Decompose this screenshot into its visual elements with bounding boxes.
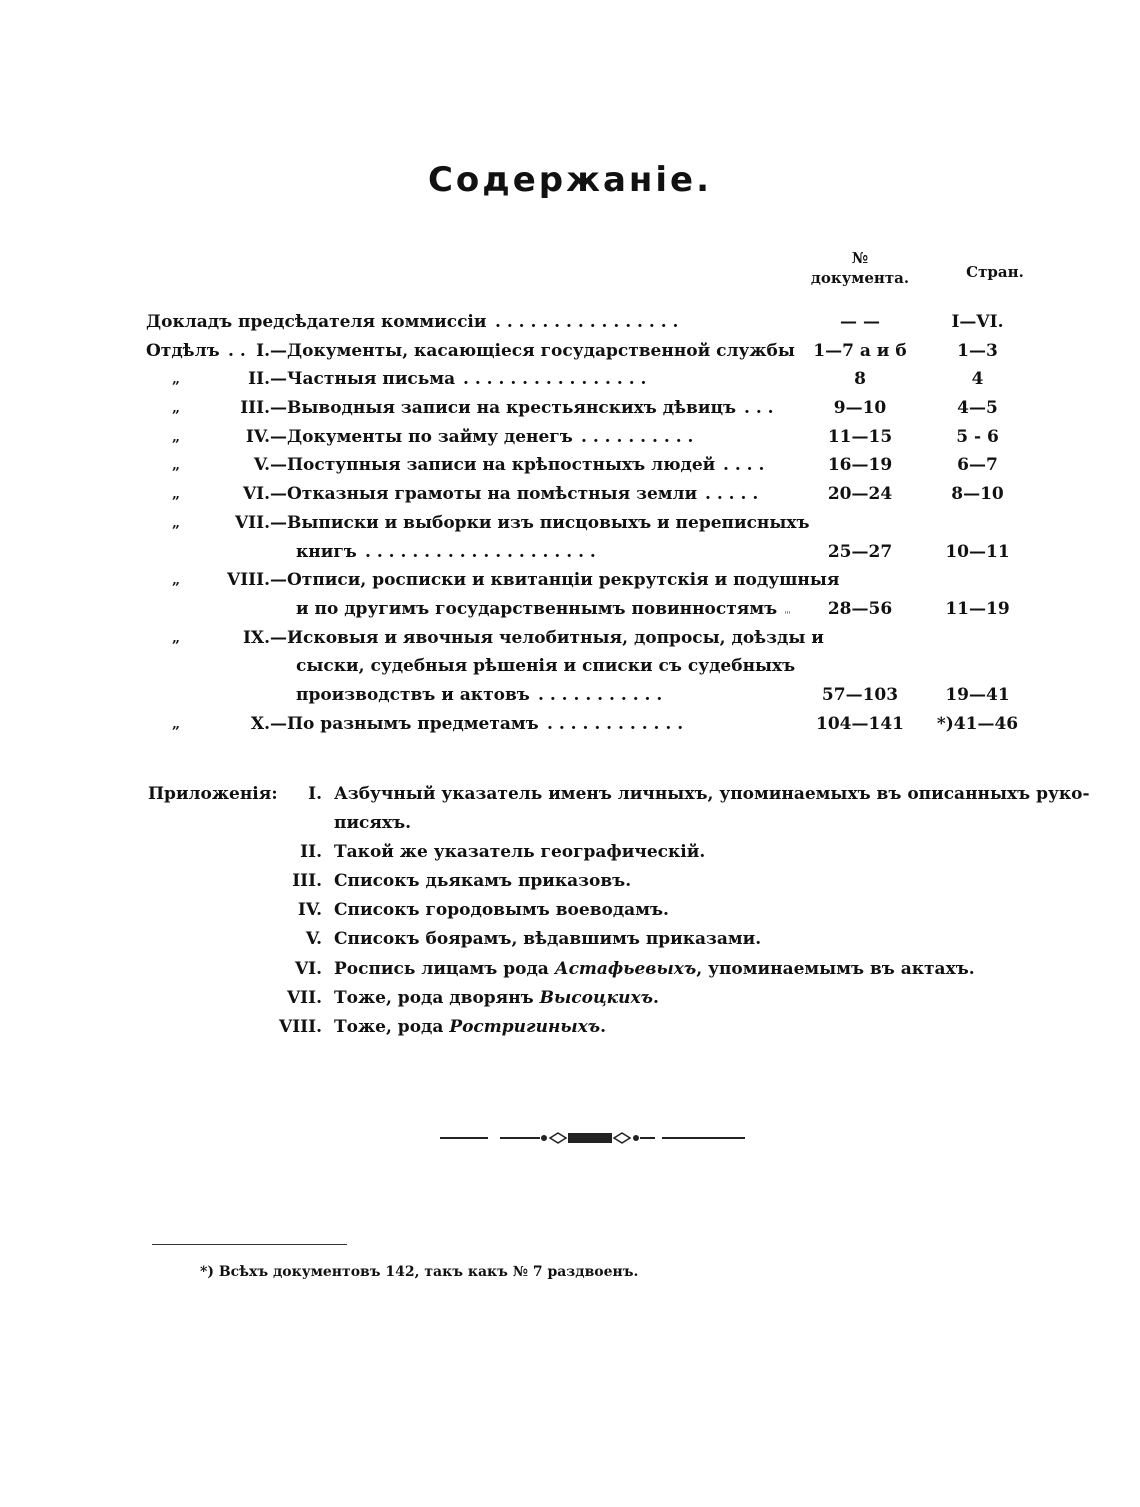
- doc-range: 1—7 а и б: [813, 340, 907, 361]
- appendix-item: [0, 955, 1140, 984]
- appendix-number-text: V.: [305, 929, 322, 950]
- appendix-text-main: Роспись лицамъ рода: [334, 958, 549, 979]
- page-range: *)41—46: [936, 713, 1019, 734]
- dot-leader: . . . . . . . . . .: [581, 426, 694, 447]
- section-title: —Выписки и выборки изъ писцовыхъ и переписныхъ: [270, 512, 810, 533]
- ditto-mark: „: [172, 629, 181, 646]
- section-title: —Документы, касающіеся государственной службы: [270, 340, 795, 361]
- appendix-text-main: Тоже, рода: [334, 1016, 444, 1037]
- doc-range: 28—56: [827, 598, 893, 619]
- section-title: —Выводныя записи на крестьянскихъ дѣвицъ: [270, 398, 737, 419]
- appendix-item: [0, 925, 1140, 954]
- ditto-mark: „: [172, 486, 181, 503]
- appendix-label: Приложенія:: [148, 784, 278, 804]
- ditto-mark: „: [172, 428, 181, 445]
- dot-leader: . . . . . . . . . . .: [538, 684, 663, 705]
- ditto-mark: „: [172, 572, 181, 589]
- ditto-mark: „: [172, 715, 181, 732]
- toc-row: [0, 480, 1140, 509]
- section-number-text: IV.: [245, 426, 270, 447]
- appendix-list: [0, 780, 1140, 1042]
- section-number-text: I.: [256, 340, 270, 361]
- dot-leader: . . . . .: [705, 484, 759, 505]
- dot-leader: . . . . . . . . . . . . . . . .: [495, 312, 679, 332]
- appendix-text-main: Тоже, рода дворянъ: [334, 987, 534, 1008]
- section-number-text: II.: [248, 369, 270, 390]
- section-number-text: IX.: [242, 627, 270, 648]
- appendix-text-main: писяхъ.: [334, 813, 412, 834]
- appendix-number-text: VIII.: [279, 1016, 322, 1037]
- section-title: сыски, судебныя рѣшенія и списки съ судебныхъ: [296, 656, 796, 677]
- appendix-item: [0, 984, 1140, 1013]
- appendix-item: [0, 780, 1140, 809]
- footnote: *) Всѣхъ документовъ 142, такъ какъ № 7 раздвоенъ.: [200, 1264, 639, 1280]
- page-range: 19—41: [945, 684, 1010, 705]
- appendix-number-text: II.: [300, 842, 322, 863]
- dot-leader: . . .: [744, 398, 774, 419]
- appendix-text: [334, 809, 411, 837]
- table-of-contents: [0, 308, 1140, 738]
- appendix-text-main: Такой же указатель географическій.: [334, 842, 706, 863]
- section-number-text: X.: [250, 713, 270, 734]
- toc-row: [0, 337, 1140, 366]
- dot-leader: . . . . . . . . . . . . . . . . . . . .: [365, 541, 596, 562]
- section-number-text: VIII.: [227, 570, 270, 591]
- section-title: —Частныя письма: [270, 369, 456, 390]
- page-range: 8—10: [951, 484, 1004, 505]
- doc-range: 9—10: [833, 398, 887, 419]
- appendix-item: [0, 809, 1140, 838]
- doc-range: 11—15: [827, 426, 893, 447]
- appendix-family-name: Ростригиныхъ: [449, 1016, 601, 1037]
- appendix-item: [0, 1013, 1140, 1042]
- toc-label: Докладъ предсѣдателя коммиссіи: [146, 312, 487, 332]
- page-range: 5 - 6: [956, 426, 999, 447]
- section-title: —По разнымъ предметамъ: [270, 713, 539, 734]
- section-title: книгъ: [296, 541, 357, 562]
- toc-row: [0, 538, 1140, 567]
- page-range: 6—7: [957, 455, 998, 476]
- toc-row: [0, 624, 1140, 653]
- ditto-mark: „: [172, 400, 181, 417]
- toc-row: [0, 423, 1140, 452]
- appendix-text: [334, 838, 705, 866]
- section-title: —Исковыя и явочныя челобитныя, допросы, доѣзды и: [270, 627, 824, 648]
- dot-leader: . . . . . . . . . . . . . . . .: [463, 369, 647, 390]
- page-range: 4—5: [957, 398, 998, 419]
- toc-label: Отдѣлъ: [146, 340, 220, 361]
- page-range: 1—3: [957, 340, 998, 361]
- page-range: 11—19: [945, 598, 1010, 619]
- page-range: 4: [971, 369, 984, 390]
- appendix-number-text: VII.: [286, 987, 322, 1008]
- appendix-text: [334, 925, 761, 953]
- doc-range: 20—24: [827, 484, 893, 505]
- toc-row: [0, 710, 1140, 739]
- appendix-number-text: VI.: [294, 958, 322, 979]
- doc-range: 8: [854, 369, 866, 390]
- appendix-number-text: III.: [292, 871, 322, 892]
- appendix-text: [334, 780, 1090, 808]
- doc-range: 25—27: [827, 541, 893, 562]
- page-range: I—VI.: [951, 312, 1004, 332]
- appendix-text-tail: , упоминаемымъ въ актахъ.: [696, 958, 975, 979]
- toc-row: [0, 308, 1140, 337]
- appendix-text: [334, 955, 975, 983]
- toc-row: [0, 652, 1140, 681]
- toc-row: [0, 566, 1140, 595]
- section-title: —Поступныя записи на крѣпостныхъ людей: [270, 455, 716, 476]
- page-header: Стран.: [966, 263, 1024, 281]
- toc-row: [0, 509, 1140, 538]
- page-title: Содержаніе.: [427, 160, 713, 200]
- toc-row: [0, 394, 1140, 423]
- footnote-rule: [152, 1244, 347, 1245]
- dot-leader: . . . . . . . . . . . .: [547, 713, 684, 734]
- divider-ornament: [440, 1128, 745, 1148]
- ditto-mark: „: [172, 514, 181, 531]
- appendix-text-tail: .: [600, 1016, 607, 1037]
- section-number-text: III.: [240, 398, 270, 419]
- appendix-text-main: Списокъ городовымъ воеводамъ.: [334, 900, 669, 921]
- appendix-text: [334, 896, 669, 924]
- appendix-text-main: Азбучный указатель именъ личныхъ, упоминаемыхъ въ описанныхъ руко-: [334, 784, 1090, 804]
- doc-number-header: [800, 248, 920, 288]
- section-title: производствъ и актовъ: [296, 684, 530, 705]
- doc-range: 16—19: [827, 455, 893, 476]
- section-number-text: VII.: [234, 512, 270, 533]
- dot-leader: . .: [228, 340, 246, 361]
- dot-leader: . . .: [785, 598, 790, 619]
- toc-row: [0, 365, 1140, 394]
- doc-range: 57—103: [821, 684, 899, 705]
- toc-row: [0, 595, 1140, 624]
- ditto-mark: „: [172, 457, 181, 474]
- appendix-text-tail: .: [653, 987, 659, 1008]
- section-number-text: V.: [253, 455, 270, 476]
- appendix-text-main: Списокъ дьякамъ приказовъ.: [334, 871, 632, 892]
- appendix-text: [334, 867, 631, 895]
- ditto-mark: „: [172, 371, 181, 388]
- section-title: и по другимъ государственнымъ повинностямъ: [296, 598, 778, 619]
- appendix-text: [334, 1013, 606, 1041]
- appendix-text-main: Списокъ боярамъ, вѣдавшимъ приказами.: [334, 929, 762, 950]
- doc-range: 104—141: [816, 713, 904, 734]
- appendix-item: [0, 896, 1140, 925]
- section-number-text: VI.: [242, 484, 270, 505]
- number-sign: №: [851, 249, 869, 267]
- appendix-text: [334, 984, 659, 1012]
- doc-number-label: документа.: [810, 269, 910, 287]
- section-title: —Отписи, росписки и квитанціи рекрутскія и подушныя: [270, 570, 840, 591]
- appendix-number-text: I.: [308, 784, 322, 804]
- dot-leader: . . . .: [723, 455, 765, 476]
- doc-range: — —: [840, 312, 880, 332]
- appendix-family-name: Высоцкихъ: [539, 987, 654, 1008]
- appendix-item: [0, 867, 1140, 896]
- toc-row: [0, 681, 1140, 710]
- section-title: —Отказныя грамоты на помѣстныя земли: [270, 484, 698, 505]
- section-title: —Документы по займу денегъ: [270, 426, 573, 447]
- appendix-family-name: Астафьевыхъ: [554, 958, 697, 979]
- appendix-item: [0, 838, 1140, 867]
- page-range: 10—11: [945, 541, 1010, 562]
- appendix-number-text: IV.: [297, 900, 322, 921]
- toc-row: [0, 451, 1140, 480]
